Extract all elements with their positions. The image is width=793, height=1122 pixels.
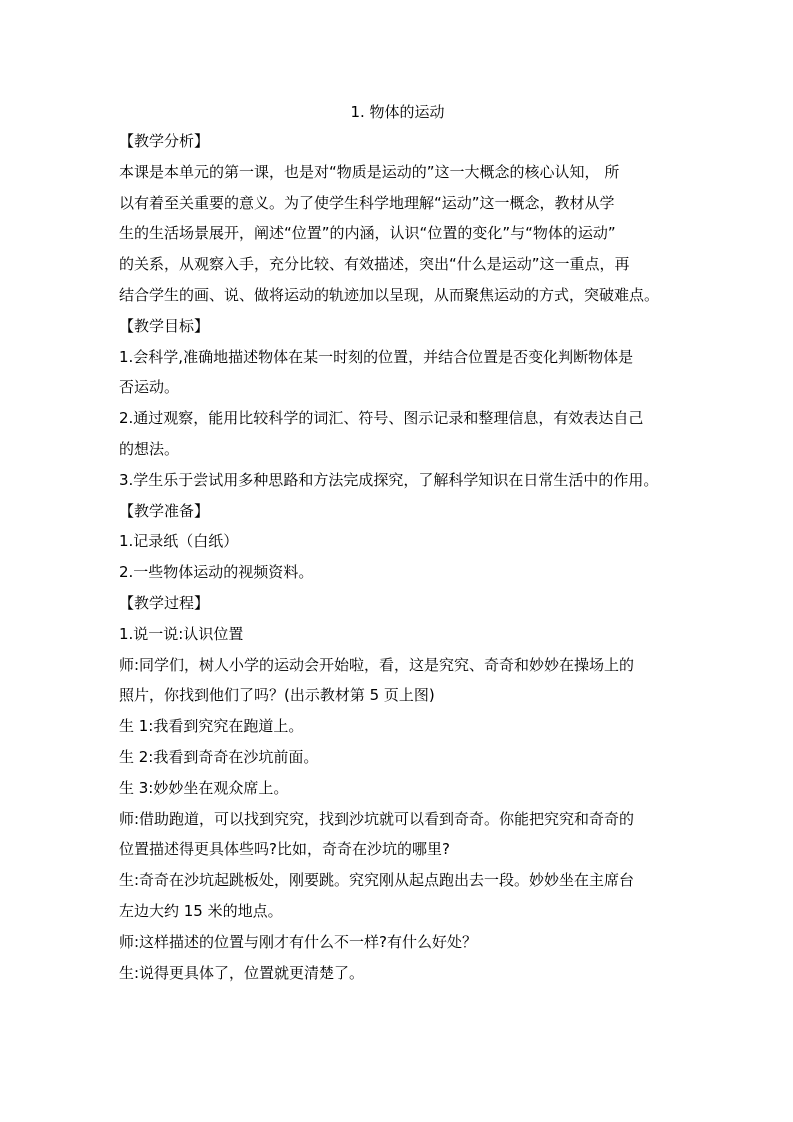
paragraph-line: 照片，你找到他们了吗？(出示教材第 5 页上图) [119, 686, 435, 705]
section-heading-preparation: 【教学准备】 [119, 501, 210, 520]
paragraph-line: 2.一些物体运动的视频资料。 [119, 563, 314, 582]
paragraph-line: 生:说得更具体了，位置就更清楚了。 [119, 963, 365, 982]
paragraph-line: 生:奇奇在沙坑起跳板处，刚要跳。究究刚从起点跑出去一段。妙妙坐在主席台 [119, 871, 635, 890]
paragraph-line: 本课是本单元的第一课，也是对“物质是运动的”这一大概念的核心认知， 所 [119, 162, 620, 181]
paragraph-line: 以有着至关重要的意义。为了使学生科学地理解“运动”这一概念，教材从学 [119, 193, 615, 212]
section-heading-goals: 【教学目标】 [119, 316, 210, 335]
document-title: 1. 物体的运动 [350, 103, 445, 121]
paragraph-line: 3.学生乐于尝试用多种思路和方法完成探究，了解科学知识在日常生活中的作用。 [119, 470, 659, 489]
paragraph-line: 1.会科学,准确地描述物体在某一时刻的位置，并结合位置是否变化判断物体是 [119, 347, 634, 366]
paragraph-line: 左边大约 15 米的地点。 [119, 901, 283, 920]
paragraph-line: 的想法。 [119, 439, 180, 458]
paragraph-line: 1.记录纸（白纸） [119, 532, 239, 551]
paragraph-line: 否运动。 [119, 378, 180, 397]
document-page [119, 98, 676, 988]
paragraph-line: 师:这样描述的位置与刚才有什么不一样?有什么好处？ [119, 932, 478, 951]
paragraph-line: 结合学生的画、说、做将运动的轨迹加以呈现，从而聚焦运动的方式，突破难点。 [119, 285, 660, 304]
paragraph-line: 2.通过观察，能用比较科学的词汇、符号、图示记录和整理信息，有效表达自己 [119, 409, 644, 428]
paragraph-line: 师:同学们，树人小学的运动会开始啦，看，这是究究、奇奇和妙妙在操场上的 [119, 655, 635, 674]
section-heading-process: 【教学过程】 [119, 593, 210, 612]
paragraph-line: 的关系，从观察入手，充分比较、有效描述，突出“什么是运动”这一重点，再 [119, 255, 630, 274]
section-heading-analysis: 【教学分析】 [119, 132, 210, 150]
paragraph-line: 师:借助跑道，可以找到究究，找到沙坑就可以看到奇奇。你能把究究和奇奇的 [119, 809, 635, 828]
paragraph-line: 生 1:我看到究究在跑道上。 [119, 717, 304, 736]
paragraph-line: 生 3:妙妙坐在观众席上。 [119, 778, 289, 797]
paragraph-line: 位置描述得更具体些吗?比如，奇奇在沙坑的哪里? [119, 840, 450, 859]
paragraph-line: 生的生活场景展开，阐述“位置”的内涵，认识“位置的变化”与“物体的运动” [119, 224, 616, 243]
paragraph-line: 1.说一说:认识位置 [119, 624, 244, 643]
paragraph-line: 生 2:我看到奇奇在沙坑前面。 [119, 747, 319, 766]
